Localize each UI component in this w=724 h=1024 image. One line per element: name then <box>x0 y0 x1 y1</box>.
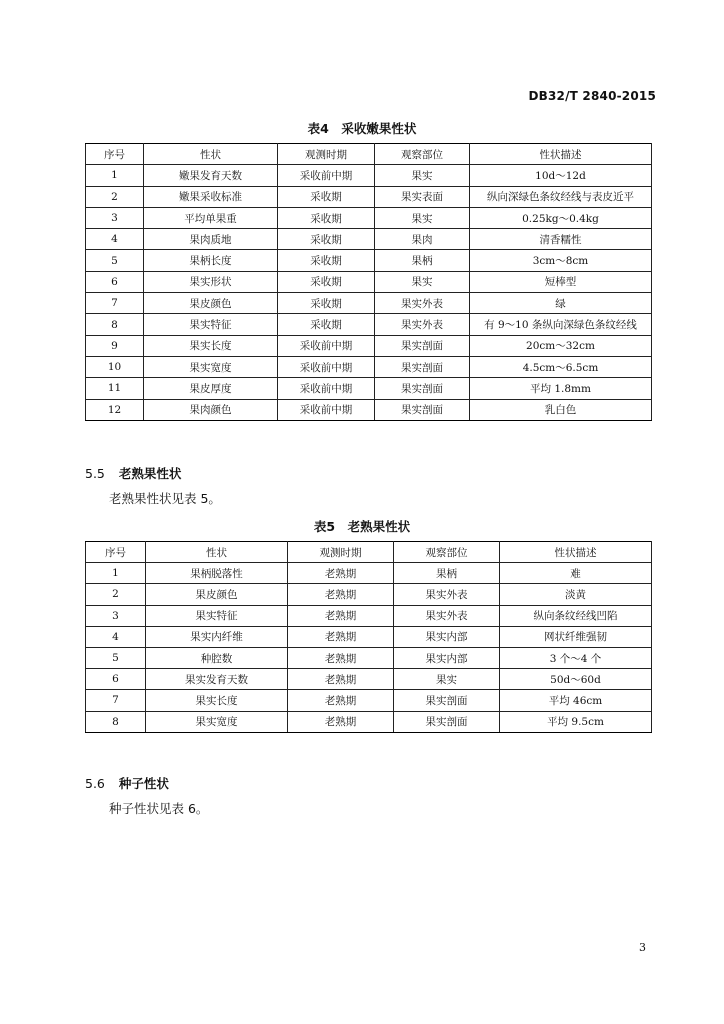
header-cell: 观察部位 <box>375 144 470 165</box>
table-row <box>86 563 652 584</box>
table-cell: 淡黄 <box>500 584 652 605</box>
table-cell: 种腔数 <box>146 647 288 668</box>
table-cell: 采收期 <box>278 186 375 207</box>
table-cell: 难 <box>500 563 652 584</box>
table-cell: 果实剖面 <box>394 690 500 711</box>
header-cell: 观察部位 <box>394 542 500 563</box>
table-cell: 12 <box>86 399 144 420</box>
table-cell: 果实外表 <box>394 584 500 605</box>
table-cell: 7 <box>86 293 144 314</box>
table-row <box>86 165 652 186</box>
table-cell: 6 <box>86 271 144 292</box>
table-cell: 果皮颜色 <box>144 293 278 314</box>
table-cell: 11 <box>86 378 144 399</box>
table-cell: 嫩果采收标准 <box>144 186 278 207</box>
table-4 <box>85 143 652 421</box>
table-cell: 果实内部 <box>394 647 500 668</box>
table-cell: 果实形状 <box>144 271 278 292</box>
table-cell: 平均单果重 <box>144 207 278 228</box>
table-cell: 果皮颜色 <box>146 584 288 605</box>
header-cell: 性状描述 <box>470 144 652 165</box>
table-cell: 果实剖面 <box>394 711 500 732</box>
table-row <box>86 399 652 420</box>
table-cell: 4 <box>86 626 146 647</box>
header-cell: 观测时期 <box>288 542 394 563</box>
table-cell: 3 个～4 个 <box>500 647 652 668</box>
table-cell: 老熟期 <box>288 584 394 605</box>
table-cell: 采收前中期 <box>278 335 375 356</box>
table-header-row <box>86 542 652 563</box>
page-number: 3 <box>639 941 646 954</box>
section-title: 种子性状 <box>118 776 169 791</box>
table-cell: 乳白色 <box>470 399 652 420</box>
section-5-5-text: 老熟果性状见表 5。 <box>109 491 221 506</box>
table-cell: 8 <box>86 314 144 335</box>
table-cell: 果实特征 <box>144 314 278 335</box>
table-cell: 纵向条纹经线凹陷 <box>500 605 652 626</box>
table-cell: 8 <box>86 711 146 732</box>
document-id: DB32/T 2840-2015 <box>528 89 656 103</box>
table-cell: 果实特征 <box>146 605 288 626</box>
table-row <box>86 626 652 647</box>
table-cell: 果柄 <box>375 250 470 271</box>
table-cell: 采收期 <box>278 314 375 335</box>
table-cell: 采收期 <box>278 271 375 292</box>
table-cell: 短棒型 <box>470 271 652 292</box>
table-cell: 果实剖面 <box>375 399 470 420</box>
table-row <box>86 207 652 228</box>
table-row <box>86 378 652 399</box>
table-cell: 平均 1.8mm <box>470 378 652 399</box>
table-cell: 老熟期 <box>288 563 394 584</box>
table-row <box>86 711 652 732</box>
table-row <box>86 690 652 711</box>
table-cell: 纵向深绿色条纹经线与表皮近平 <box>470 186 652 207</box>
table-cell: 采收前中期 <box>278 165 375 186</box>
table-cell: 果实发育天数 <box>146 669 288 690</box>
table-cell: 果实内部 <box>394 626 500 647</box>
table-cell: 老熟期 <box>288 647 394 668</box>
table-cell: 1 <box>86 563 146 584</box>
table-cell: 5 <box>86 250 144 271</box>
section-number: 5.6 <box>85 776 105 791</box>
table-cell: 2 <box>86 584 146 605</box>
table-cell: 果柄 <box>394 563 500 584</box>
table-cell: 平均 9.5cm <box>500 711 652 732</box>
table-cell: 果实剖面 <box>375 378 470 399</box>
table-cell: 3 <box>86 605 146 626</box>
section-title: 老熟果性状 <box>118 466 182 481</box>
table-cell: 果实表面 <box>375 186 470 207</box>
table-cell: 果肉 <box>375 229 470 250</box>
table-cell: 采收前中期 <box>278 399 375 420</box>
table-header-row <box>86 144 652 165</box>
table-cell: 老熟期 <box>288 626 394 647</box>
table-cell: 果实长度 <box>144 335 278 356</box>
table-cell: 果实长度 <box>146 690 288 711</box>
table-cell: 果实 <box>375 165 470 186</box>
section-5-6-heading <box>85 774 169 792</box>
table-cell: 老熟期 <box>288 690 394 711</box>
table-row <box>86 335 652 356</box>
table-cell: 果实宽度 <box>146 711 288 732</box>
table-row <box>86 314 652 335</box>
table-cell: 果实外表 <box>394 605 500 626</box>
table-cell: 采收期 <box>278 229 375 250</box>
table-cell: 2 <box>86 186 144 207</box>
section-number: 5.5 <box>85 466 105 481</box>
table-cell: 果实外表 <box>375 314 470 335</box>
table-cell: 嫩果发育天数 <box>144 165 278 186</box>
table-cell: 绿 <box>470 293 652 314</box>
table-cell: 采收期 <box>278 207 375 228</box>
table-cell: 有 9～10 条纵向深绿色条纹经线 <box>470 314 652 335</box>
table-5 <box>85 541 652 733</box>
header-cell: 序号 <box>86 144 144 165</box>
table-cell: 0.25kg～0.4kg <box>470 207 652 228</box>
table-cell: 果柄脱落性 <box>146 563 288 584</box>
table-cell: 果肉颜色 <box>144 399 278 420</box>
header-cell: 性状 <box>144 144 278 165</box>
table-cell: 10d～12d <box>470 165 652 186</box>
table-row <box>86 186 652 207</box>
table-cell: 4.5cm～6.5cm <box>470 356 652 377</box>
table-cell: 果实 <box>375 207 470 228</box>
table-cell: 果肉质地 <box>144 229 278 250</box>
table-cell: 果实 <box>394 669 500 690</box>
table-cell: 果柄长度 <box>144 250 278 271</box>
table-cell: 果实 <box>375 271 470 292</box>
table-cell: 采收前中期 <box>278 378 375 399</box>
table-cell: 老熟期 <box>288 669 394 690</box>
table-cell: 10 <box>86 356 144 377</box>
section-5-5-heading <box>85 464 181 482</box>
table-cell: 采收前中期 <box>278 356 375 377</box>
table-cell: 果实外表 <box>375 293 470 314</box>
table-cell: 果实宽度 <box>144 356 278 377</box>
table-cell: 采收期 <box>278 293 375 314</box>
table-row <box>86 356 652 377</box>
header-cell: 性状 <box>146 542 288 563</box>
table-cell: 果实剖面 <box>375 335 470 356</box>
header-cell: 观测时期 <box>278 144 375 165</box>
table-cell: 网状纤维强韧 <box>500 626 652 647</box>
table-5-title: 表5 老熟果性状 <box>313 519 411 534</box>
table-cell: 3cm～8cm <box>470 250 652 271</box>
table-cell: 采收期 <box>278 250 375 271</box>
table-cell: 清香糯性 <box>470 229 652 250</box>
table-row <box>86 605 652 626</box>
table-cell: 果实剖面 <box>375 356 470 377</box>
table-row <box>86 271 652 292</box>
table-cell: 5 <box>86 647 146 668</box>
table-5-body <box>86 563 652 733</box>
table-row <box>86 250 652 271</box>
table-cell: 平均 46cm <box>500 690 652 711</box>
header-cell: 性状描述 <box>500 542 652 563</box>
table-row <box>86 647 652 668</box>
table-cell: 3 <box>86 207 144 228</box>
section-5-6-text: 种子性状见表 6。 <box>109 801 209 816</box>
table-row <box>86 293 652 314</box>
table-4-title: 表4 采收嫩果性状 <box>307 121 417 136</box>
header-cell: 序号 <box>86 542 146 563</box>
table-cell: 7 <box>86 690 146 711</box>
table-cell: 1 <box>86 165 144 186</box>
table-cell: 50d～60d <box>500 669 652 690</box>
table-row <box>86 229 652 250</box>
table-4-body <box>86 165 652 421</box>
table-row <box>86 669 652 690</box>
table-cell: 果实内纤维 <box>146 626 288 647</box>
table-cell: 6 <box>86 669 146 690</box>
table-cell: 4 <box>86 229 144 250</box>
table-cell: 老熟期 <box>288 605 394 626</box>
table-cell: 20cm～32cm <box>470 335 652 356</box>
table-cell: 9 <box>86 335 144 356</box>
table-row <box>86 584 652 605</box>
table-cell: 果皮厚度 <box>144 378 278 399</box>
table-cell: 老熟期 <box>288 711 394 732</box>
